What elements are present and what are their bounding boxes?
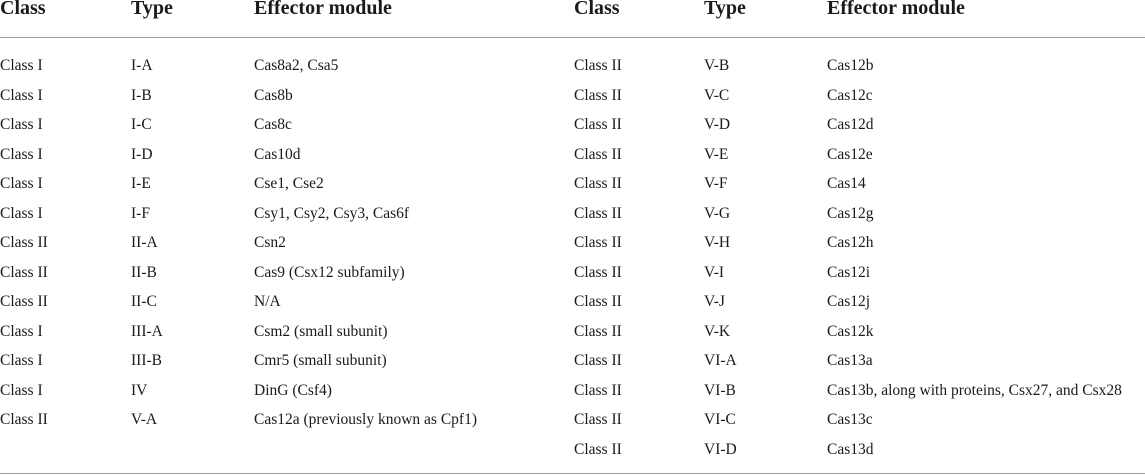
cell-class-right: Class II [574, 204, 622, 222]
cell-effector-right: Cas12j [827, 293, 871, 310]
cell-type-left: I-A [131, 57, 153, 74]
table-row [0, 145, 1145, 175]
cell-type-right: V-I [704, 263, 725, 281]
cell-class-left: Class II [0, 411, 48, 428]
cell-type-right: VI-A [704, 352, 737, 369]
cell-effector-right: Cas13b, along with proteins, Csx27, and Csx28 [827, 381, 1122, 399]
cell-effector-left: Csy1, Csy2, Csy3, Cas6f [254, 204, 410, 222]
cell-class-right: Class II [574, 263, 622, 281]
cell-type-left: V-A [131, 411, 158, 428]
table-row [0, 351, 1145, 381]
cell-type-right: VI-C [704, 411, 736, 428]
cell-class-left: Class I [0, 352, 43, 369]
cell-effector-left: Cas10d [254, 145, 301, 163]
cell-effector-left: Cas12a (previously known as Cpf1) [254, 411, 477, 428]
cell-class-right: Class II [574, 116, 622, 133]
cell-class-right: Class II [574, 352, 622, 369]
cell-type-right: V-E [704, 145, 729, 163]
cell-class-left: Class I [0, 322, 43, 340]
table-row [0, 115, 1145, 145]
cell-class-right: Class II [574, 234, 622, 251]
cell-effector-right: Cas12d [827, 116, 874, 133]
table-row [0, 440, 1145, 470]
cell-class-left: Class II [0, 293, 48, 310]
cell-effector-right: Cas13c [827, 411, 873, 428]
cell-type-left: I-B [131, 86, 152, 104]
cell-type-left: II-C [131, 293, 157, 310]
cell-type-right: VI-B [704, 381, 736, 399]
header-class-right: Class [574, 0, 620, 19]
table-row [0, 174, 1145, 204]
cell-effector-left: Csm2 (small subunit) [254, 322, 388, 340]
cell-effector-left: N/A [254, 293, 281, 310]
cell-class-right: Class II [574, 145, 622, 163]
table-row [0, 322, 1145, 352]
cell-effector-left: Cas8a2, Csa5 [254, 57, 339, 74]
cell-effector-left: Csn2 [254, 234, 286, 251]
cell-class-left: Class II [0, 234, 48, 251]
cell-class-left: Class I [0, 204, 43, 222]
cell-effector-right: Cas12e [827, 145, 873, 163]
bottom-rule [0, 473, 1145, 474]
cell-type-left: III-B [131, 352, 162, 369]
cell-class-left: Class II [0, 263, 48, 281]
table-row [0, 292, 1145, 322]
table-row [0, 86, 1145, 116]
cell-class-right: Class II [574, 411, 622, 428]
cell-type-right: V-F [704, 175, 728, 192]
cell-effector-left: Cas8c [254, 116, 292, 133]
cell-effector-right: Cas12k [827, 322, 874, 340]
cell-class-right: Class II [574, 322, 622, 340]
cell-type-left: I-E [131, 175, 151, 192]
table-row [0, 410, 1145, 440]
cell-effector-right: Cas12b [827, 57, 874, 74]
cell-type-left: I-C [131, 116, 152, 133]
cell-effector-right: Cas12h [827, 234, 874, 251]
cell-type-left: III-A [131, 322, 163, 340]
cell-type-right: V-B [704, 57, 730, 74]
cell-type-left: I-F [131, 204, 150, 222]
cell-class-right: Class II [574, 440, 622, 458]
table-row [0, 263, 1145, 293]
cell-type-left: I-D [131, 145, 153, 163]
cell-effector-left: DinG (Csf4) [254, 381, 332, 399]
header-class-left: Class [0, 0, 46, 19]
header-type-right: Type [704, 0, 746, 19]
cell-effector-right: Cas13a [827, 352, 873, 369]
cell-effector-right: Cas14 [827, 175, 866, 192]
cell-type-left: IV [131, 381, 148, 399]
cell-type-left: II-B [131, 263, 157, 281]
table-header [0, 0, 1145, 24]
cell-effector-right: Cas12i [827, 263, 871, 281]
header-effector-right: Effector module [827, 0, 965, 19]
cell-class-left: Class I [0, 175, 43, 192]
cell-class-left: Class I [0, 116, 43, 133]
cell-effector-left: Cmr5 (small subunit) [254, 352, 387, 369]
cell-class-left: Class I [0, 86, 43, 104]
cell-type-right: V-C [704, 86, 730, 104]
cell-type-right: V-G [704, 204, 731, 222]
table-row [0, 381, 1145, 411]
header-rule [0, 37, 1145, 38]
table-row [0, 233, 1145, 263]
cell-class-left: Class I [0, 145, 43, 163]
cell-type-left: II-A [131, 234, 158, 251]
table-row [0, 56, 1145, 86]
cell-effector-right: Cas12g [827, 204, 874, 222]
cell-effector-left: Cas8b [254, 86, 293, 104]
cell-effector-left: Cse1, Cse2 [254, 175, 324, 192]
cell-type-right: V-H [704, 234, 731, 251]
cell-class-left: Class I [0, 57, 43, 74]
cell-class-left: Class I [0, 381, 43, 399]
cell-class-right: Class II [574, 86, 622, 104]
header-effector-left: Effector module [254, 0, 392, 19]
header-type-left: Type [131, 0, 173, 19]
cell-class-right: Class II [574, 175, 622, 192]
cell-type-right: V-J [704, 293, 725, 310]
cell-type-right: VI-D [704, 440, 737, 458]
cell-class-right: Class II [574, 293, 622, 310]
cell-class-right: Class II [574, 381, 622, 399]
table-row [0, 204, 1145, 234]
cell-class-right: Class II [574, 57, 622, 74]
cell-type-right: V-D [704, 116, 731, 133]
cell-effector-right: Cas12c [827, 86, 873, 104]
cell-effector-left: Cas9 (Csx12 subfamily) [254, 263, 405, 281]
cell-type-right: V-K [704, 322, 731, 340]
cell-effector-right: Cas13d [827, 440, 874, 458]
